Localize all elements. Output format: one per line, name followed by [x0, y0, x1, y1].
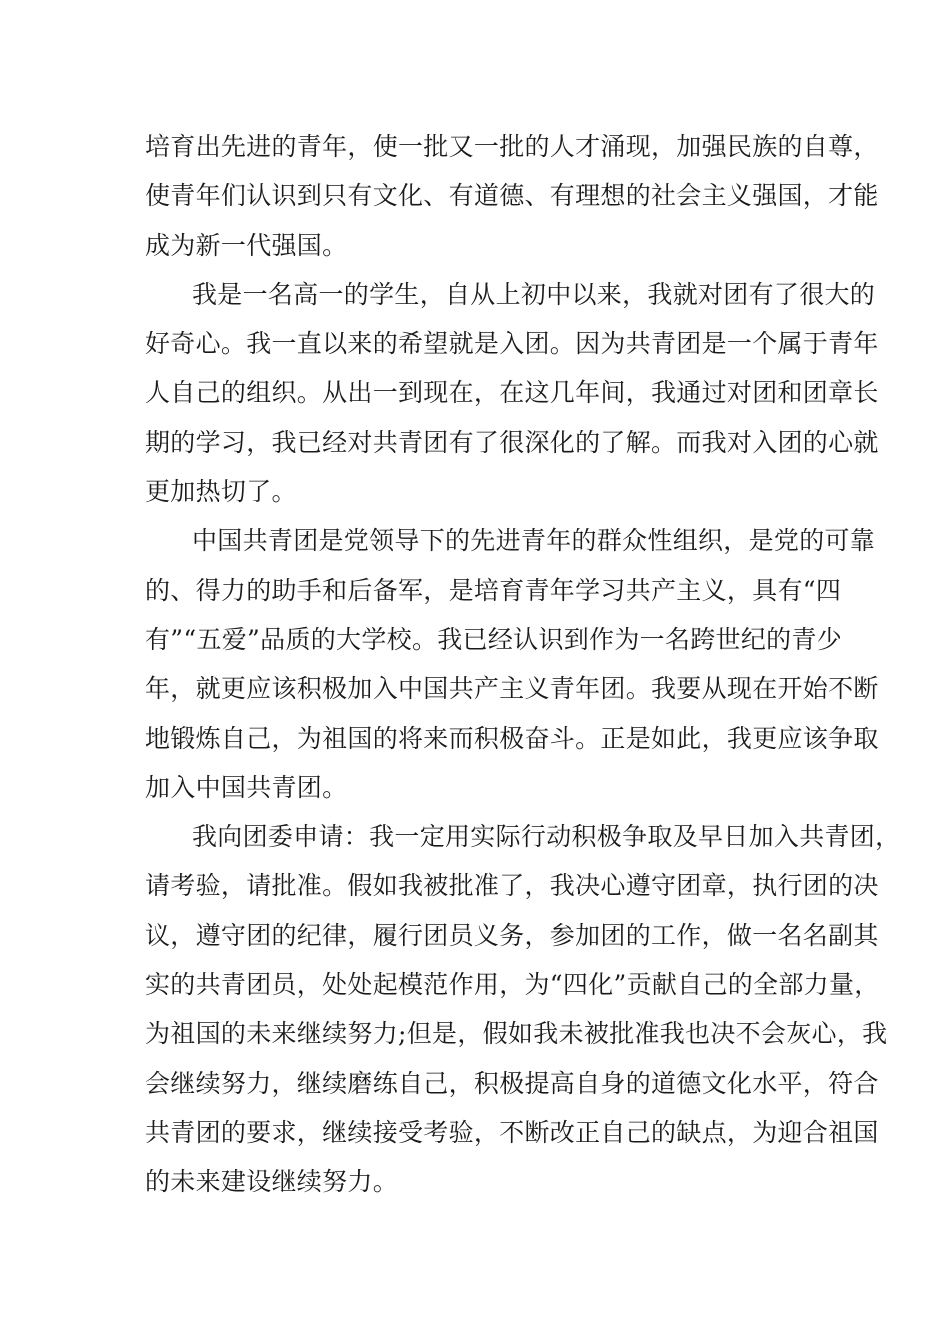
paragraph-line: 使青年们认识到只有文化、有道德、有理想的社会主义强国，才能: [145, 181, 879, 211]
paragraph-line: 更加热切了。: [145, 477, 297, 507]
paragraph-line: 我是一名高一的学生，自从上初中以来，我就对团有了很大的: [192, 279, 876, 309]
paragraph-1: [145, 122, 879, 270]
paragraph-line: 为祖国的未来继续努力;但是，假如我未被批准我也决不会灰心，我: [145, 1019, 888, 1049]
paragraph-line: 的、得力的助手和后备军，是培育青年学习共产主义，具有“四: [145, 575, 842, 605]
paragraph-line: 中国共青团是党领导下的先进青年的群众性组织，是党的可靠: [192, 526, 876, 556]
document-body: [145, 122, 901, 1207]
paragraph-line: 好奇心。我一直以来的希望就是入团。因为共青团是一个属于青年: [145, 329, 879, 359]
paragraph-line: 会继续努力，继续磨练自己，积极提高自身的道德文化水平，符合: [145, 1068, 879, 1098]
paragraph-2: [145, 270, 879, 516]
paragraph-line: 地锻炼自己，为祖国的将来而积极奋斗。正是如此，我更应该争取: [145, 723, 879, 753]
paragraph-line: 年，就更应该积极加入中国共产主义青年团。我要从现在开始不断: [145, 674, 879, 704]
paragraph-line: 议，遵守团的纪律，履行团员义务，参加团的工作，做一名名副其: [145, 920, 879, 950]
paragraph-line: 实的共青团员，处处起模范作用，为“四化”贡献自己的全部力量，: [145, 970, 880, 1000]
paragraph-4: [145, 812, 901, 1206]
paragraph-line: 有”“五爱”品质的大学校。我已经认识到作为一名跨世纪的青少: [145, 624, 843, 654]
paragraph-line: 请考验，请批准。假如我被批准了，我决心遵守团章，执行团的决: [145, 871, 879, 901]
paragraph-line: 培育出先进的青年，使一批又一批的人才涌现，加强民族的自尊，: [145, 132, 879, 161]
paragraph-line: 的未来建设继续努力。: [145, 1167, 399, 1197]
paragraph-line: 人自己的组织。从出一到现在，在这几年间，我通过对团和团章长: [145, 378, 879, 408]
paragraph-line: 共青团的要求，继续接受考验，不断改正自己的缺点，为迎合祖国: [145, 1117, 879, 1147]
paragraph-line: 期的学习，我已经对共青团有了很深化的了解。而我对入团的心就: [145, 427, 879, 457]
paragraph-line: 我向团委申请：我一定用实际行动积极争取及早日加入共青团，: [192, 822, 901, 852]
paragraph-line: 加入中国共青团。: [145, 772, 348, 802]
paragraph-3: [145, 516, 879, 812]
paragraph-line: 成为新一代强国。: [145, 230, 348, 260]
